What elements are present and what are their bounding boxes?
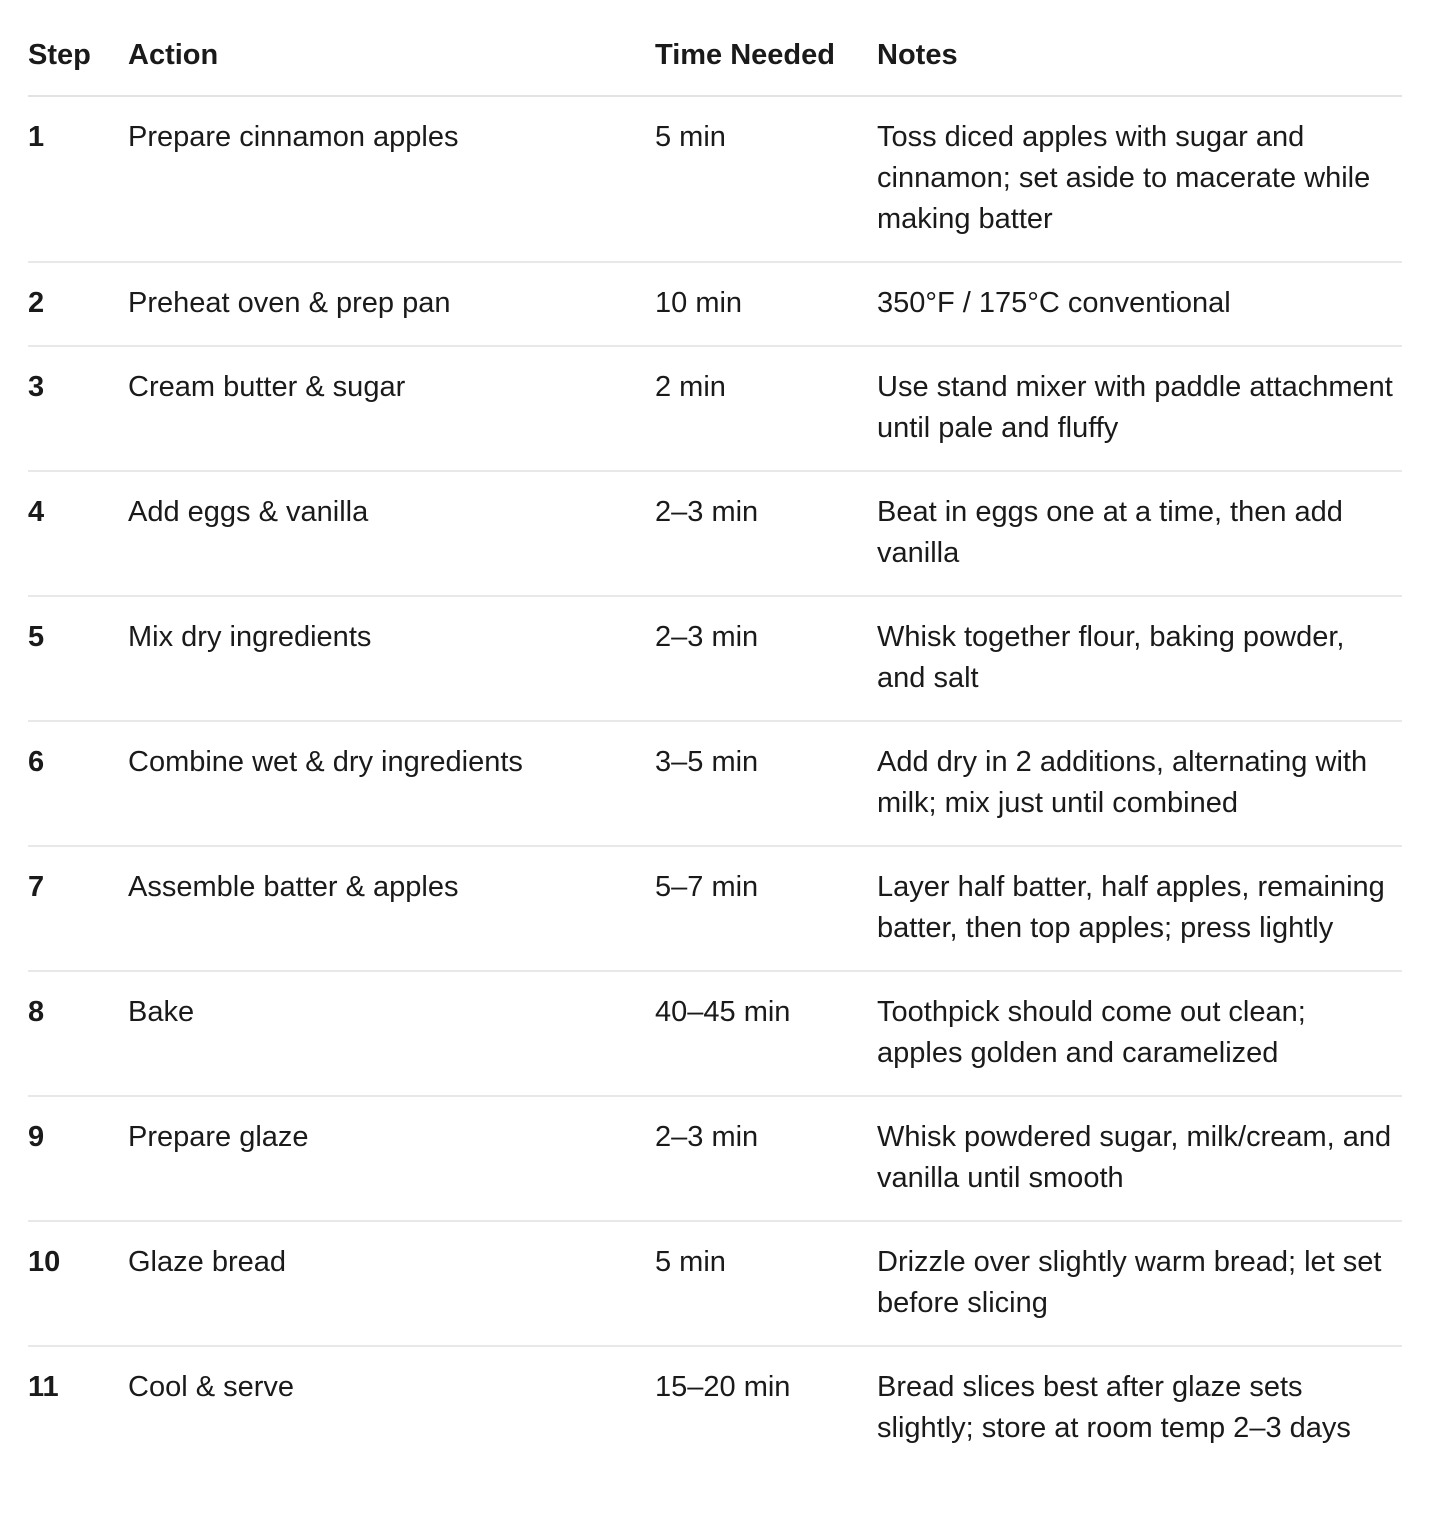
time-cell: 2 min	[655, 346, 877, 471]
step-number: 3	[28, 346, 128, 471]
action-cell: Cream butter & sugar	[128, 346, 655, 471]
step-number: 1	[28, 96, 128, 262]
table-header	[28, 22, 1402, 96]
time-cell: 10 min	[655, 262, 877, 346]
table-row	[28, 1346, 1402, 1470]
step-number: 8	[28, 971, 128, 1096]
step-number: 7	[28, 846, 128, 971]
header-step: Step	[28, 22, 128, 96]
step-number: 2	[28, 262, 128, 346]
notes-cell: Toss diced apples with sugar and cinnamon; set aside to macerate while making batter	[877, 96, 1402, 262]
time-cell: 2–3 min	[655, 471, 877, 596]
header-time-needed: Time Needed	[655, 22, 877, 96]
step-number: 4	[28, 471, 128, 596]
recipe-steps-table	[28, 22, 1402, 1470]
table-row	[28, 96, 1402, 262]
notes-cell: 350°F / 175°C conventional	[877, 262, 1402, 346]
table-row	[28, 721, 1402, 846]
notes-cell: Use stand mixer with paddle attachment until pale and fluffy	[877, 346, 1402, 471]
notes-cell: Add dry in 2 additions, alternating with milk; mix just until combined	[877, 721, 1402, 846]
time-cell: 5–7 min	[655, 846, 877, 971]
action-cell: Assemble batter & apples	[128, 846, 655, 971]
notes-cell: Drizzle over slightly warm bread; let set before slicing	[877, 1221, 1402, 1346]
step-number: 6	[28, 721, 128, 846]
time-cell: 40–45 min	[655, 971, 877, 1096]
recipe-steps-table-container	[28, 22, 1402, 1470]
header-row	[28, 22, 1402, 96]
table-row	[28, 971, 1402, 1096]
header-action: Action	[128, 22, 655, 96]
time-cell: 2–3 min	[655, 1096, 877, 1221]
step-number: 5	[28, 596, 128, 721]
table-row	[28, 471, 1402, 596]
table-row	[28, 262, 1402, 346]
table-row	[28, 846, 1402, 971]
action-cell: Combine wet & dry ingredients	[128, 721, 655, 846]
notes-cell: Whisk together flour, baking powder, and salt	[877, 596, 1402, 721]
time-cell: 2–3 min	[655, 596, 877, 721]
notes-cell: Bread slices best after glaze sets slightly; store at room temp 2–3 days	[877, 1371, 1351, 1444]
step-number: 9	[28, 1096, 128, 1221]
action-cell: Bake	[128, 971, 655, 1096]
table-row	[28, 596, 1402, 721]
action-cell: Mix dry ingredients	[128, 596, 655, 721]
table-row	[28, 1096, 1402, 1221]
table-row	[28, 1221, 1402, 1346]
action-cell: Preheat oven & prep pan	[128, 262, 655, 346]
step-number: 10	[28, 1221, 128, 1346]
time-cell: 3–5 min	[655, 721, 877, 846]
table-row	[28, 346, 1402, 471]
notes-cell: Whisk powdered sugar, milk/cream, and vanilla until smooth	[877, 1096, 1402, 1221]
action-cell: Prepare glaze	[128, 1096, 655, 1221]
notes-cell: Layer half batter, half apples, remaining batter, then top apples; press lightly	[877, 846, 1402, 971]
notes-cell: Toothpick should come out clean; apples golden and caramelized	[877, 971, 1402, 1096]
header-notes: Notes	[877, 22, 1402, 96]
action-cell: Add eggs & vanilla	[128, 471, 655, 596]
time-cell: 5 min	[655, 1221, 877, 1346]
action-cell: Glaze bread	[128, 1221, 655, 1346]
time-cell: 15–20 min	[655, 1371, 791, 1403]
notes-cell: Beat in eggs one at a time, then add vanilla	[877, 471, 1402, 596]
action-cell: Cool & serve	[128, 1371, 295, 1403]
action-cell: Prepare cinnamon apples	[128, 96, 655, 262]
time-cell: 5 min	[655, 96, 877, 262]
step-number: 11	[28, 1371, 59, 1403]
table-body	[28, 96, 1402, 1470]
